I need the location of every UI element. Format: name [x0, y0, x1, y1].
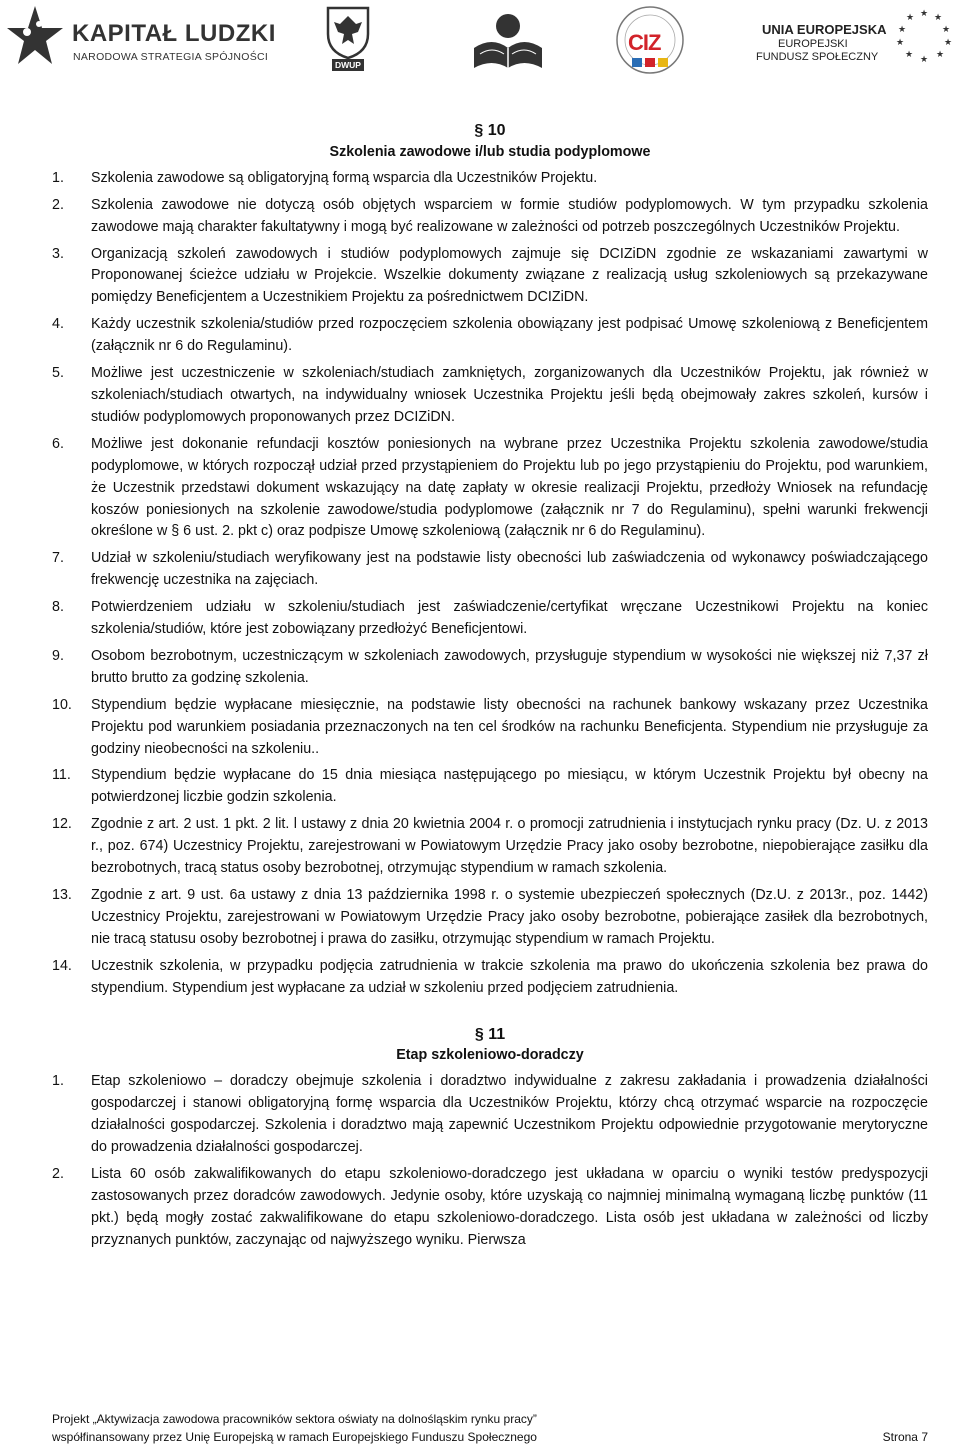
item-number: 7. [52, 550, 64, 567]
ue-title: UNIA EUROPEJSKA [762, 22, 887, 37]
item-text: Szkolenia zawodowe nie dotyczą osób objętych wsparciem w formie studiów podyplomowych. W tym przypadku szkolenia zawodowe mają charakter fakultatywny i mogą być realizowane w zależności od potrzeb poszczególnych Uczestników Projektu. [91, 196, 928, 235]
svg-text:★: ★ [936, 49, 945, 59]
list-item [52, 434, 928, 544]
footer-funding-line: współfinansowany przez Unię Europejską w ramach Europejskiego Funduszu Społecznego [52, 1430, 537, 1444]
section-10-list [52, 168, 928, 1000]
svg-text:★: ★ [898, 24, 907, 34]
dwup-logo [318, 4, 378, 76]
svg-text:★: ★ [906, 12, 915, 22]
page-header [0, 0, 960, 80]
item-text: Organizacją szkoleń zawodowych i studiów podyplomowych zajmuje się DCIZiDN zgodnie ze wskazaniami zawartymi w Proponowanej ścieżce udziału w Projekcie. Wszelkie dokumenty związane z realizacją usług szkoleniowych są przekazywane pomiędzy Beneficjentem a Uczestnikiem Projektu za pośrednictwem DCIZiDN. [91, 245, 928, 306]
item-number: 13. [52, 887, 72, 903]
item-number: 5. [52, 365, 64, 382]
list-item [52, 885, 928, 951]
list-item [52, 168, 928, 190]
item-text: Stypendium będzie wypłacane miesięcznie, na podstawie listy obecności na rachunek bankowy wskazany przez Uczestnika Projektu pod warunkiem posiadania przeznaczonych na ten cel środków na rachunku Beneficjenta. Stypendium nie przysługuje za godziny nieobecności na szkoleniu.. [91, 696, 928, 757]
item-text: Szkolenia zawodowe są obligatoryjną formą wsparcia dla Uczestników Projektu. [91, 169, 598, 186]
section-11-list [52, 1071, 928, 1251]
kapital-ludzki-logo [6, 4, 276, 74]
item-number: 11. [52, 767, 71, 784]
kapital-ludzki-subtitle: NARODOWA STRATEGIA SPÓJNOŚCI [73, 51, 269, 63]
section-10-number: § 10 [474, 122, 506, 139]
item-number: 6. [52, 435, 64, 452]
eagle-shield-icon [318, 4, 378, 60]
svg-text:★: ★ [920, 54, 929, 64]
page-number: Strona 7 [882, 1430, 928, 1444]
item-number: 2. [52, 1165, 64, 1182]
eu-flag-icon [890, 6, 954, 66]
item-text: Lista 60 osób zakwalifikowanych do etapu szkoleniowo-doradczego jest układana w oparciu o wyniki testów predyspozycji zastosowanych przez doradców zawodowych. Jedynie osoby, które uzyskają co najmniej minimalną wymaganą liczbę punktów (11 pkt.) będą mogły zostać zakwalifikowane do etapu szkoleniowo-doradczego. Lista osób jest układana w zależności od liczby przyznanych punktów, zaczynając od najwyższego wyniku. Pierwsza [91, 1165, 928, 1248]
item-number: 4. [52, 316, 64, 333]
document-body [52, 120, 928, 1257]
ue-line3: FUNDUSZ SPOŁECZNY [756, 51, 879, 63]
section-11-number: § 11 [474, 1025, 506, 1043]
item-number: 14. [52, 957, 72, 974]
item-number: 1. [52, 169, 64, 186]
svg-text:★: ★ [920, 8, 929, 18]
item-number: 9. [52, 647, 64, 664]
svg-text:★: ★ [944, 37, 953, 47]
section-10-title: Szkolenia zawodowe i/lub studia podyplomowe [329, 143, 651, 160]
kapital-ludzki-title: KAPITAŁ LUDZKI [72, 20, 276, 47]
ciz-label: CIZ [628, 30, 661, 55]
ue-line2: EUROPEJSKI [778, 38, 848, 50]
list-item [52, 363, 928, 429]
kapital-ludzki-star-icon [6, 4, 64, 72]
item-text: Każdy uczestnik szkolenia/studiów przed rozpoczęciem szkolenia obowiązany jest podpisać Umowę szkoleniową z Beneficjentem (załącznik nr 6 do Regulaminu). [91, 316, 928, 355]
item-number: 3. [52, 245, 64, 262]
svg-text:★: ★ [896, 37, 905, 47]
svg-text:★: ★ [934, 12, 943, 22]
list-item [52, 1071, 928, 1159]
list-item [52, 646, 928, 690]
item-number: 12. [52, 816, 72, 833]
open-book-icon [468, 4, 548, 76]
svg-text:★: ★ [905, 49, 914, 59]
list-item [52, 314, 928, 358]
item-text: Udział w szkoleniu/studiach weryfikowany jest na podstawie listy obecności lub zaświadczenia od wykonawcy poświadczającego frekwencję uczestnika na zajęciach. [91, 550, 928, 589]
list-item [52, 695, 928, 761]
item-text: Osobom bezrobotnym, uczestniczącym w szkoleniach zawodowych, przysługuje stypendium w wysokości nie większej niż 7,37 zł brutto brutto za godzinę szkolenia. [91, 647, 928, 686]
item-text: Zgodnie z art. 2 ust. 1 pkt. 2 lit. l ustawy z dnia 20 kwietnia 2004 r. o promocji zatrudnienia i instytucjach rynku pracy (Dz. U. z 2013 r., poz. 674) Uczestnicy Projektu, zarejestrowani w Powiatowym Urzędzie Pracy jako osoby bezrobotne, niepobierające zasiłku dla bezrobotnych, tracą status osoby bezrobotnej, otrzymując stypendium w ramach szkolenia. [91, 816, 928, 877]
book-logo [468, 4, 548, 76]
item-text: Możliwe jest uczestniczenie w szkoleniach/studiach zamkniętych, zorganizowanych dla Uczestników Projektu, jak również w szkoleniach/studiach otwartych, na indywidualny wniosek Uczestnika Projektu jeśli będą obejmowały zakres szkoleń, kursów i studiów podyplomowych proponowanych przez DCIZiDN. [91, 365, 928, 425]
footer-project-line: Projekt „Aktywizacja zawodowa pracowników sektora oświaty na dolnośląskim rynku pracy” [52, 1412, 537, 1426]
list-item [52, 597, 928, 641]
list-item [52, 814, 928, 880]
ue-logo [730, 4, 955, 76]
dwup-label: DWUP [332, 59, 364, 71]
ciz-logo [600, 4, 700, 76]
item-number: 2. [52, 196, 64, 213]
list-item [52, 548, 928, 592]
page-footer [52, 1410, 928, 1446]
item-text: Etap szkoleniowo – doradczy obejmuje szkolenia i doradztwo indywidualne z zakresu zakładania i prowadzenia działalności gospodarczej i stanowi obligatoryjną formę wsparcia dla Uczestników Projektu, którzy chcą otrzymać wsparcie na rozpoczęcie działalności gospodarczej. Szkolenia i doradztwo mają zapewnić Uczestnikom Projektu odpowiednie przygotowanie merytoryczne do prowadzenia działalności gospodarczej. [91, 1073, 928, 1156]
svg-text:★: ★ [942, 24, 951, 34]
item-number: 10. [52, 696, 72, 713]
item-text: Stypendium będzie wypłacane do 15 dnia miesiąca następującego po miesiącu, w którym Uczestnik Projektu był obecny na potwierdzonej liczbie godzin szkolenia. [91, 767, 928, 806]
item-text: Możliwe jest dokonanie refundacji kosztów poniesionych na wybrane przez Uczestnika Projektu szkolenia zawodowe/studia podyplomowe, w których rozpoczął udział przed przystąpieniem do Projektu lub po jego przystąpieniu do Projektu, pod warunkiem, że Uczestnik przedstawi dokument wskazujący na datę zapłaty w okresie realizacji Projektu, przedłoży Wniosek na refundację koszów poniesionych na szkolenie zawodowe/studia podyplomowe (załącznik nr 7 do Regulaminu), spełni warunki frekwencji określone w § 6 ust. 2. pkt c) oraz podpisze Umowę szkoleniową (załącznik nr 6 do Regulaminu). [91, 435, 928, 540]
item-text: Potwierdzeniem udziału w szkoleniu/studiach jest zaświadczenie/certyfikat wręczane Uczestnikowi Projektu na koniec szkolenia/studiów, które jest zobowiązany przedłożyć Beneficjentowi. [91, 599, 928, 638]
list-item [52, 244, 928, 310]
item-text: Zgodnie z art. 9 ust. 6a ustawy z dnia 13 października 1998 r. o systemie ubezpieczeń społecznych (Dz.U. z 2013r., poz. 1442) Uczestnicy Projektu, zarejestrowani w Powiatowym Urzędzie Pracy jako osoby bezrobotne, pobierające zasiłek dla bezrobotnych, nie tracą statusu osoby bezrobotnej i prawa do zasiłku, otrzymując stypendium w ramach Projektu. [91, 887, 928, 947]
list-item [52, 765, 928, 809]
item-number: 8. [52, 599, 64, 616]
list-item [52, 195, 928, 239]
list-item [52, 1164, 928, 1252]
item-number: 1. [52, 1073, 64, 1090]
section-11-title: Etap szkoleniowo-doradczy [396, 1047, 584, 1064]
list-item [52, 956, 928, 1000]
item-text: Uczestnik szkolenia, w przypadku podjęcia zatrudnienia w trakcie szkolenia ma prawo do ukończenia szkolenia bez prawa do stypendium. Stypendium jest wypłacane za udział w szkoleniu przed podjęciem zatrudnienia. [91, 957, 928, 996]
